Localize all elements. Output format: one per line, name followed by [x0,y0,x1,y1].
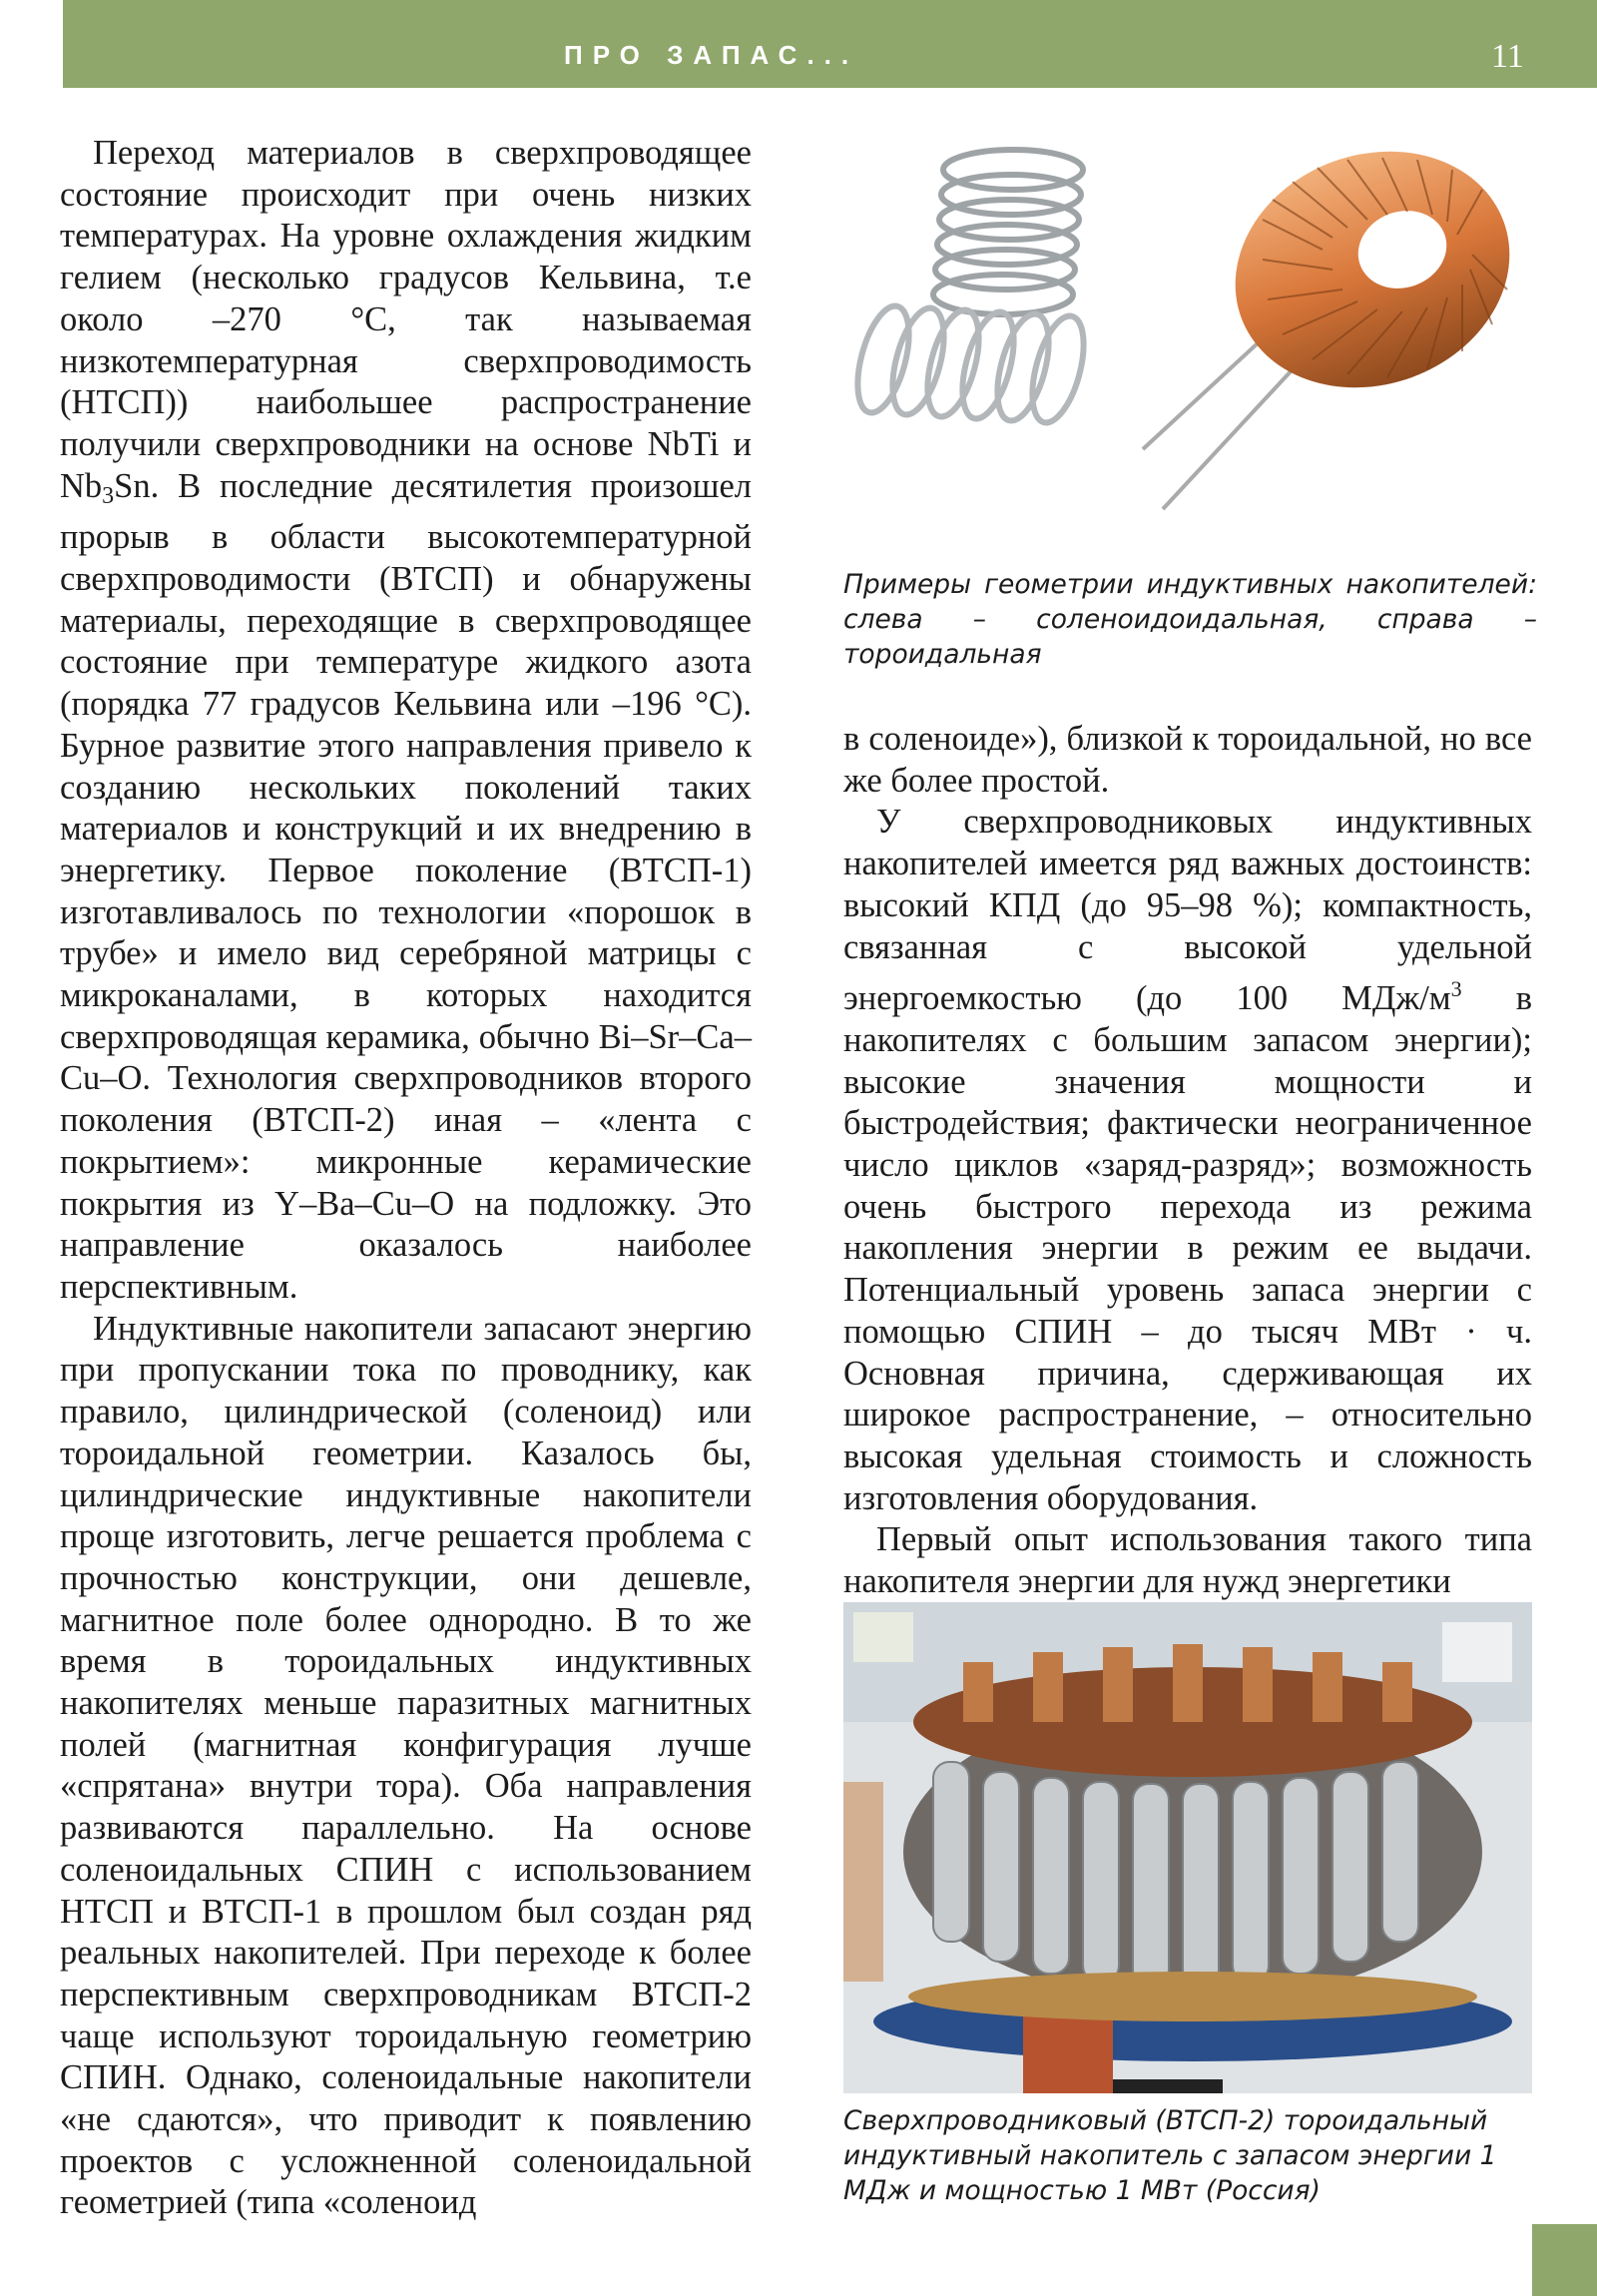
paragraph-4: Первый опыт использования такого типа накопителя энергии для нужд энергетики [843,1520,1532,1601]
left-column [60,133,752,2224]
bottom-figure-caption: Сверхпроводниковый (ВТСП-2) тороидальный индуктивный накопитель с запасом энергии 1 МДж и мощностью 1 МВт (Россия) [843,2105,1497,2206]
page-number: 11 [1491,38,1524,75]
paragraph-3: У сверхпроводниковых индуктивных накопителей имеется ряд важных достоинств: высокий КПД (до 95–98 %); компактность, связанная с высокой удельной энергоемкостью (до 100 МДж/$м^3$ в накопителях с большим запасом энергии); высокие значения мощности и быстродействия; фактически неограниченное число циклов «заряд-разряд»; возможность очень быстрого перехода из режима накопления энергии в режим ее выдачи. Потенциальный уровень запаса энергии с помощью СПИН – до тысяч МВт · ч. Основная причина, сдерживающая их широкое распространение, – относительно высокая удельная стоимость и сложность изготовления оборудования. [843,803,1532,1517]
paragraph-2: Индуктивные накопители запасают энергию при пропускании тока по проводнику, как правило, цилиндрической (соленоид) или тороидальной геометрии. Казалось бы, цилиндрические индуктивные накопители проще изготовить, легче решается проблема с прочностью конструкции, они дешевле, магнитное поле более однородно. В то же время в тороидальных индуктивных накопителях меньше паразитных магнитных полей (магнитная конфигурация лучше «спрятана» внутри тора). Оба направления развиваются параллельно. На основе соленоидальных СПИН с использованием НТСП и ВТСП-1 в прошлом был создан ряд реальных накопителей. При переходе к более перспективным сверхпроводникам ВТСП-2 чаще используют тороидальную геометрию СПИН. Однако, соленоидальные накопители «не сдаются», что приводит к появлению проектов с усложненной соленоидальной геометрией (типа «соленоид [60,1309,752,2222]
solenoid-spring-upper [933,150,1083,314]
storage-device-photo [843,1602,1532,2093]
section-title: ПРО ЗАПАС... [564,40,859,70]
toroidal-coil [1143,130,1542,509]
paragraph-1: Переход материалов в сверхпроводящее состояние происходит при очень низких температурах. На уровне охлаждения жидким гелием (несколько градусов Кельвина, т.е около –270 °C, так называемая низкотемпературная сверхпроводимость (НТСП)) наибольшее распространение получили сверхпроводники на основе NbTi и $Nb_3Sn$. В последние десятилетия произошел прорыв в области высокотемпературной сверхпроводимости (ВТСП) и обнаружены материалы, переходящие в сверхпроводящее состояние при температуре жидкого азота (порядка 77 градусов Кельвина или –196 °C). Бурное развитие этого направления привело к созданию нескольких поколений таких материалов и конструкций и их внедрению в энергетику. Первое поколение (ВТСП-1) изготавливалось по технологии «порошок в трубе» и имело вид серебряной матрицы с микроканалами, в которых находится сверхпроводящая керамика, обычно Bi–Sr–Ca–Cu–O. Технология сверхпроводников второго поколения (ВТСП-2) иная – «лента с покрытием»: микронные керамические покрытия из Y–Ba–Cu–O на подложку. Это направление оказалось наиболее перспективным. [60,134,752,1306]
solenoid-spring-lower [848,300,1094,428]
corner-decoration [1532,2224,1597,2296]
top-figure-caption: Примеры геометрии индуктивных накопителей: слева – соленоидоидальная, справа – тороидальная [843,569,1537,670]
coil-geometry-figure [843,130,1542,539]
paragraph-continuation: в соленоиде»), близкой к тороидальной, но все же более простой. [843,720,1532,800]
right-column [843,719,1532,1603]
